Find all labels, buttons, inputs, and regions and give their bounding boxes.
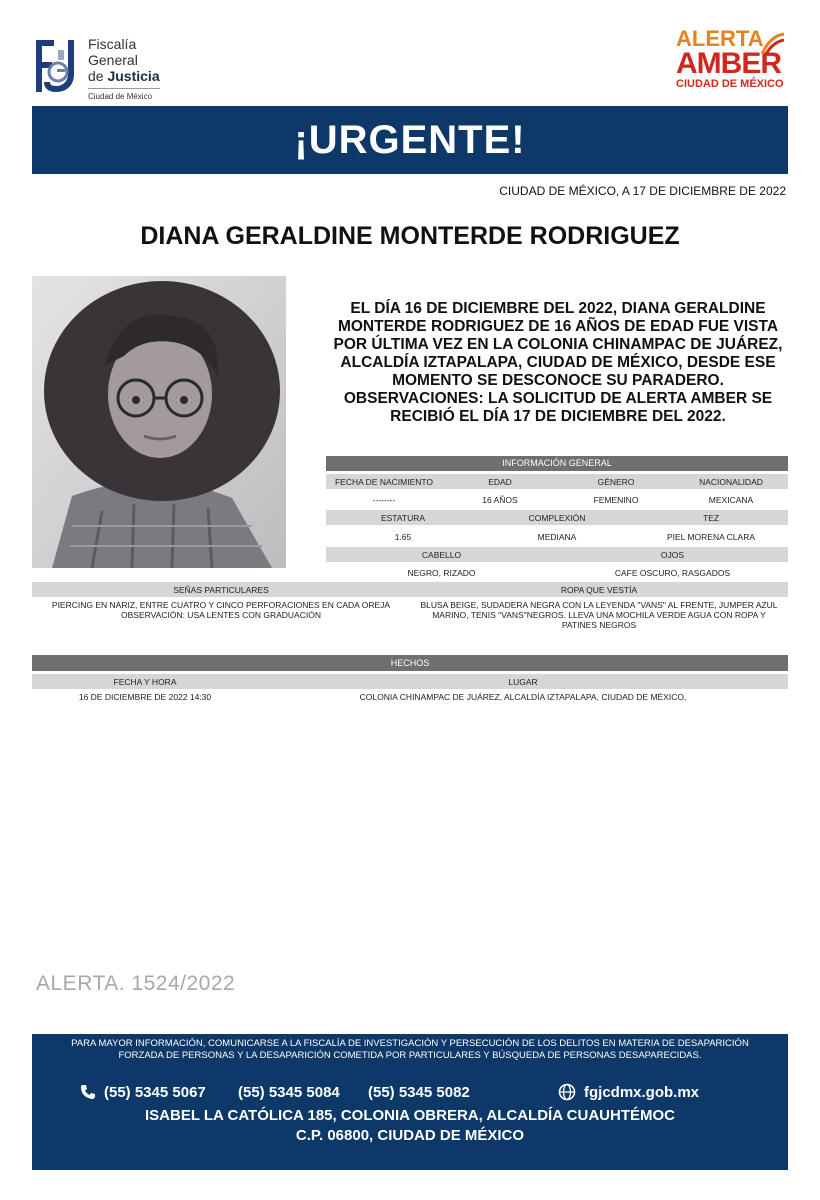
urgent-banner: ¡URGENTE! (32, 106, 788, 174)
value-fecha-hora: 16 DE DICIEMBRE DE 2022 14:30 (78, 692, 212, 702)
website-link[interactable]: fgjcdmx.gob.mx (584, 1084, 700, 1101)
phone-3[interactable]: (55) 5345 5082 (368, 1084, 470, 1101)
header-nacionalidad: NACIONALIDAD (699, 477, 763, 487)
footer (32, 1034, 788, 1170)
senas-line1: PIERCING EN NARIZ, ENTRE CUATRO Y CINCO PERFORACIONES EN CADA OREJA (51, 600, 391, 610)
photo-illustration (32, 276, 286, 568)
amber-line3: CIUDAD DE MÉXICO (676, 78, 784, 90)
general-info-header: INFORMACIÓN GENERAL (326, 456, 788, 471)
date-line: CIUDAD DE MÉXICO, A 17 DE DICIEMBRE DE 2022 (499, 184, 786, 198)
person-photo (32, 276, 286, 568)
fgj-line3-bold: Justicia (107, 68, 160, 84)
header-senas-particulares: SEÑAS PARTICULARES (173, 585, 269, 595)
value-ojos: CAFE OSCURO, RASGADOS (614, 568, 731, 578)
header-estatura: ESTATURA (380, 513, 426, 523)
value-cabello: NEGRO, RIZADO (407, 568, 476, 578)
phone-1[interactable]: (55) 5345 5067 (104, 1084, 206, 1101)
value-genero: FEMENINO (593, 495, 639, 505)
person-name: DIANA GERALDINE MONTERDE RODRIGUEZ (140, 222, 680, 250)
footer-info: PARA MAYOR INFORMACIÓN, COMUNICARSE A LA FISCALÍA DE INVESTIGACIÓN Y PERSECUCIÓN DE LOS DELITOS EN MATERIA DE DESAPARICIÓN FORZADA DE PERSONAS Y LA DESAPARICIÓN COMETIDA POR PARTICULARES Y BÚSQUEDA DE PERSONAS DESAPARECIDAS. (71, 1038, 749, 1061)
value-lugar: COLONIA CHINAMPAC DE JUÁREZ, ALCALDÍA IZTAPALAPA, CIUDAD DE MÉXICO, (359, 692, 687, 702)
header-fecha-hora: FECHA Y HORA (113, 677, 177, 687)
fgj-line2: General (88, 52, 138, 68)
amber-line1: ALERTA (676, 26, 764, 51)
value-fecha-nacimiento: -------- (372, 495, 396, 505)
fgj-line1: Fiscalía (88, 36, 137, 52)
value-complexion: MEDIANA (537, 532, 577, 542)
header-ropa-que-vestia: ROPA QUE VESTÍA (560, 585, 638, 595)
header-edad: EDAD (488, 477, 512, 487)
header-genero: GÉNERO (597, 477, 635, 487)
value-tez: PIEL MORENA CLARA (666, 532, 756, 542)
case-description: EL DÍA 16 DE DICIEMBRE DEL 2022, DIANA GERALDINE MONTERDE RODRIGUEZ DE 16 AÑOS DE EDAD FUE VISTA POR ÚLTIMA VEZ EN LA COLONIA CHINAMPAC DE JUÁREZ, ALCALDÍA IZTAPALAPA, CIUDAD DE MÉXICO, DESDE ESE MOMENTO SE DESCONOCE SU PARADERO. OBSERVACIONES: LA SOLICITUD DE ALERTA AMBER SE RECIBIÓ EL DÍA 17 DE DICIEMBRE DEL 2022. (333, 300, 783, 425)
header-lugar: LUGAR (508, 677, 538, 687)
amber-line2: AMBER (676, 47, 781, 80)
fgj-line3-prefix: de (88, 68, 108, 84)
header-ojos: OJOS (660, 550, 685, 560)
header-complexion: COMPLEXIÓN (528, 513, 586, 523)
footer-address (32, 1106, 788, 1146)
value-estatura: 1.65 (394, 532, 412, 542)
alerta-amber-logo (676, 28, 788, 100)
fgj-line3 (88, 68, 160, 84)
header-cabello: CABELLO (421, 550, 462, 560)
header-fecha-nacimiento: FECHA DE NACIMIENTO (334, 477, 434, 487)
fgj-city: Ciudad de México (88, 88, 160, 103)
alert-number: ALERTA. 1524/2022 (36, 972, 236, 995)
value-nacionalidad: MEXICANA (708, 495, 754, 505)
fgj-emblem-icon (32, 36, 80, 96)
fgj-logo (32, 32, 172, 102)
address-line1: ISABEL LA CATÓLICA 185, COLONIA OBRERA, ALCALDÍA CUAUHTÉMOC (144, 1107, 675, 1124)
fgj-text (88, 36, 160, 103)
senas-line2: OBSERVACIÓN: USA LENTES CON GRADUACIÓN (121, 610, 321, 620)
phone-2[interactable]: (55) 5345 5084 (238, 1084, 340, 1101)
globe-icon (558, 1083, 576, 1101)
value-edad: 16 AÑOS (482, 495, 518, 505)
address-line2: C.P. 06800, CIUDAD DE MÉXICO (295, 1127, 525, 1144)
header-tez: TEZ (702, 513, 720, 523)
hechos-header: HECHOS (32, 655, 788, 671)
amber-swoosh-icon (760, 32, 786, 56)
phone-icon (80, 1084, 96, 1100)
ropa-value: BLUSA BEIGE, SUDADERA NEGRA CON LA LEYENDA "VANS" AL FRENTE, JUMPER AZUL MARINO, TENIS "VANS"NEGROS. LLEVA UNA MOCHILA VERDE AGUA CON ROPA Y PATINES NEGROS (420, 600, 778, 630)
